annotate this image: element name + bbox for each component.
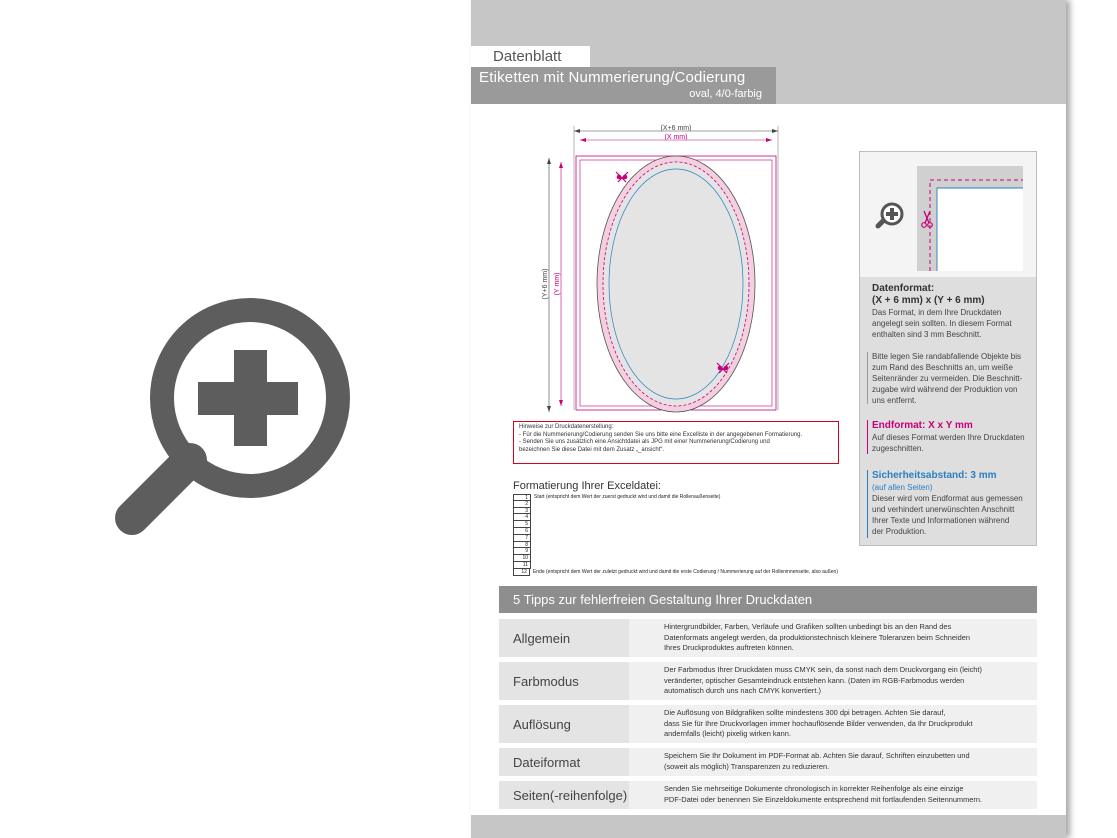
safety-line: und verhindert unerwünschten Anschnitt (872, 505, 1015, 514)
safety-heading: Sicherheitsabstand: 3 mm (872, 470, 997, 481)
legend-preview (860, 152, 1036, 277)
table-row (513, 548, 838, 555)
row-text (531, 542, 534, 549)
table-row (513, 542, 838, 549)
datasheet-tab: Datenblatt (471, 46, 590, 67)
height-inner-label: (Y mm) (554, 272, 561, 296)
tip-line: andernfalls (leicht) pixelig wirken kann. (664, 729, 791, 738)
tip-row-allgemein (499, 619, 1037, 657)
tip-text (664, 708, 1034, 740)
safety-subheading: (auf allen Seiten) (872, 483, 933, 492)
tip-label: Dateiformat (499, 748, 629, 776)
tip-text (664, 622, 1034, 654)
datenformat-line: enthalten sind 3 mm Beschnitt. (872, 330, 982, 339)
format-legend-panel (859, 151, 1037, 546)
row-text (531, 508, 534, 515)
row-number: 4 (513, 514, 531, 521)
tip-row-seiten (499, 781, 1037, 809)
row-text (531, 555, 534, 562)
tip-line: veränderter, optischer Gesamteindruck entstehen kann. (Daten im RGB-Farbmodus werden (664, 675, 965, 685)
table-row (513, 555, 838, 562)
datenformat-line: Das Format, in dem Ihre Druckdaten (872, 308, 1002, 317)
endformat-heading: Endformat: X x Y mm (872, 420, 973, 431)
tip-label: Auflösung (499, 705, 629, 743)
row-number: 5 (513, 521, 531, 528)
tip-row-farbmodus (499, 662, 1037, 700)
hint-line: Hinweise zur Druckdatenerstellung: (519, 424, 614, 430)
safety-line: Dieser wird vom Endformat aus gemessen (872, 494, 1023, 503)
bleed-marker-bar (867, 352, 868, 404)
zoom-in-icon[interactable] (878, 204, 902, 226)
tip-line: (soweit als möglich) Transparenzen zu reduzieren. (664, 761, 830, 771)
hint-line: - Für die Nummerierung/Codierung senden Sie uns bitte eine Excelliste in der angegebenen Formatierung. (519, 431, 803, 438)
table-row (513, 494, 838, 501)
table-row (513, 514, 838, 521)
tips-header: 5 Tipps zur fehlerfreien Gestaltung Ihrer Druckdaten (499, 586, 1037, 613)
tip-text (664, 784, 1034, 805)
tip-line: Der Farbmodus Ihrer Druckdaten muss CMYK sein, da sonst nach dem Druckvorgang ein (leicht) (664, 665, 982, 674)
row-text (531, 501, 534, 508)
row-text: Start (entspricht dem Wert der zuerst gedruckt wird und damit die Rollenaußenseite) (534, 494, 721, 500)
product-title: Etiketten mit Nummerierung/Codierung (479, 69, 746, 86)
datenformat-section (872, 283, 1012, 340)
endformat-line: Auf dieses Format werden Ihre Druckdaten (872, 433, 1025, 442)
width-inner-label: (X mm) (664, 134, 688, 141)
bleed-line: Bitte legen Sie randabfallende Objekte bis (872, 352, 1021, 361)
safety-line: Ihrer Texte und Informationen während (872, 516, 1010, 525)
table-row (513, 535, 838, 542)
tip-label: Seiten(-reihenfolge) (499, 781, 629, 809)
row-number: 3 (513, 508, 531, 515)
row-number: 9 (513, 548, 531, 555)
legend-corner-preview (860, 152, 1036, 277)
row-text (531, 548, 534, 555)
tip-label: Allgemein (499, 619, 629, 657)
sheet-footer-band (471, 815, 1066, 838)
row-number: 1 (513, 494, 531, 501)
safety-section (872, 470, 1023, 537)
width-outer-label: (X+6 mm) (660, 125, 692, 132)
row-text (531, 514, 534, 521)
datenformat-line: angelegt sein sollten. In diesem Format (872, 319, 1012, 328)
tip-row-dateiformat (499, 748, 1037, 776)
endformat-line: zugeschnitten. (872, 444, 924, 453)
tip-line: Senden Sie mehrseitige Dokumente chronologisch in korrekter Reihenfolge als eine einzige (664, 784, 964, 793)
datasheet-page (471, 0, 1066, 838)
row-text (531, 535, 534, 542)
row-number: 8 (513, 542, 531, 549)
tip-text (664, 665, 1034, 697)
row-text: Ende (entspricht dem Wert der zuletzt gedruckt wird und damit die erste Codierung / Nummerierung auf der Rolleninnenseite, also außen) (532, 568, 838, 575)
row-number: 7 (513, 535, 531, 542)
zoom-in-icon[interactable] (104, 290, 356, 546)
bleed-section (872, 351, 1022, 406)
height-outer-label: (Y+6 mm) (542, 268, 549, 300)
table-row (513, 508, 838, 515)
row-text (531, 528, 534, 535)
tip-line: dass Sie für Ihre Druckvorlagen immer hochauflösende Bilder verwenden, da Ihr Druckprodukt (664, 718, 973, 728)
bleed-line: zum Rand des Beschnitts an, um weiße (872, 363, 1013, 372)
title-bar (471, 67, 776, 104)
tip-line: PDF-Datei oder benennen Sie Einzeldokumente entsprechend mit fortlaufenden Seitennummern. (664, 794, 982, 804)
tip-line: Datenformats angelegt werden, da produktionstechnisch kleinere Toleranzen beim Schneiden (664, 632, 970, 642)
row-number: 12 (513, 569, 530, 576)
safety-marker-bar (867, 470, 868, 538)
print-data-hints (513, 421, 839, 464)
tip-line: Ihres Druckproduktes auftreten können. (664, 643, 794, 652)
table-row (513, 521, 838, 528)
hint-line: - Senden Sie uns zusätzlich eine Ansichtdatei als JPG mit einer Nummerierung/Codierung und (519, 439, 770, 445)
table-row (513, 569, 838, 576)
table-row (513, 501, 838, 508)
row-number: 6 (513, 528, 531, 535)
row-text (531, 521, 534, 528)
endformat-marker-bar (867, 420, 868, 454)
bleed-line: Seitenränder zu vermeiden. Die Beschnitt- (872, 374, 1023, 383)
oval-label-drawing (542, 120, 786, 420)
tip-line: automatisch durch uns nach CMYK konvertiert.) (664, 686, 821, 695)
datenformat-heading: Datenformat: (872, 283, 935, 294)
safety-line: der Produktion. (872, 527, 927, 536)
datenformat-value: (X + 6 mm) x (Y + 6 mm) (872, 295, 985, 306)
row-number: 2 (513, 501, 531, 508)
tip-row-aufloesung (499, 705, 1037, 743)
row-text (531, 562, 534, 569)
hint-line: bezeichnen Sie diese Datei mit dem Zusatz „_ansicht“. (519, 446, 665, 453)
table-row (513, 528, 838, 535)
row-number: 11 (513, 562, 531, 569)
row-number: 10 (513, 555, 531, 562)
bleed-line: zugabe wird während der Produktion von (872, 385, 1018, 394)
tip-line: Hintergrundbilder, Farben, Verläufe und Grafiken sollten unbedingt bis an den Rand des (664, 622, 952, 631)
tip-line: Die Auflösung von Bildgrafiken sollte mindestens 300 dpi betragen. Achten Sie darauf, (664, 708, 946, 717)
endformat-section (872, 420, 1025, 454)
scissors-icon (616, 172, 628, 182)
tip-line: Speichern Sie Ihr Dokument im PDF-Format ab. Achten Sie darauf, Schriften einzubetten und (664, 751, 970, 760)
tip-text (664, 751, 1034, 772)
excel-format-table (513, 494, 838, 576)
tip-label: Farbmodus (499, 662, 629, 700)
table-row (513, 562, 838, 569)
excel-format-title: Formatierung Ihrer Exceldatei: (513, 480, 661, 492)
bleed-line: uns entfernt. (872, 396, 917, 405)
product-subtitle: oval, 4/0-farbig (689, 88, 762, 100)
